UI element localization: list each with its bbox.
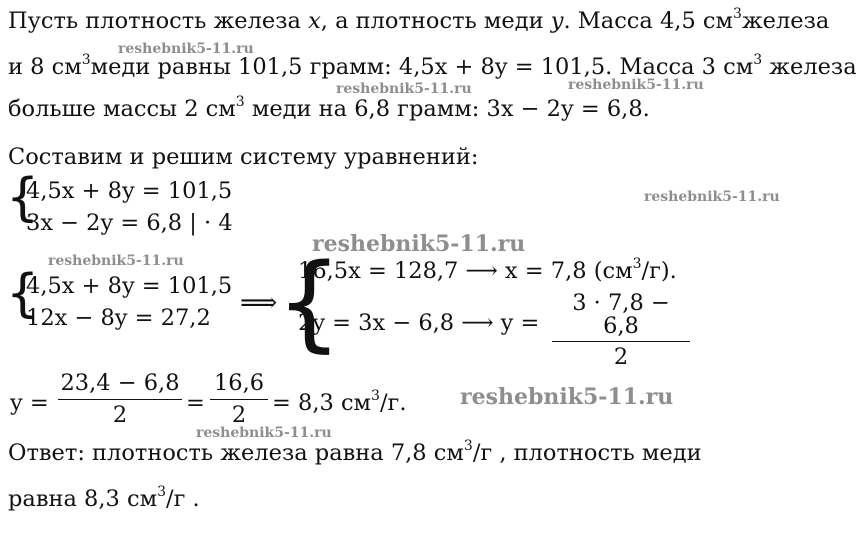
superscript: 3: [235, 94, 245, 110]
system3-equation-2: 2y = 3x − 6,8 ⟶ y =: [298, 310, 540, 336]
text-line-2: [8, 52, 857, 80]
text-segment: меди на 6,8 грамм: 3x − 2y = 6,8.: [244, 96, 650, 122]
text-segment: , а плотность меди: [320, 8, 551, 34]
system1-equation-2: 3x − 2y = 6,8 | · 4: [26, 210, 233, 236]
left-brace: {: [6, 264, 40, 324]
text-segment: железа: [741, 8, 830, 34]
text-segment: меди равны 101,5 грамм: 4,5x + 8y = 101,5. Масса 3 см: [90, 54, 754, 80]
fraction-denominator: 2: [112, 401, 128, 428]
text-segment: больше массы 2 см: [8, 96, 236, 122]
text-segment: = 8,3 см: [272, 390, 372, 416]
text-segment: и 8 см: [8, 54, 82, 80]
text-segment: Ответ: плотность железа равна 7,8 см: [8, 440, 464, 466]
text-line-3: [8, 94, 650, 122]
text-segment: /г.: [379, 390, 407, 416]
y-label: y =: [10, 390, 49, 416]
fraction-numerator: 16,6: [213, 370, 265, 396]
text-segment: равна 8,3 см: [8, 486, 158, 512]
system3-equation-1: [298, 256, 677, 284]
watermark: reshebnik5-11.ru: [118, 41, 254, 57]
system2-equation-2: 12x − 8y = 27,2: [26, 305, 211, 331]
superscript: 3: [632, 256, 642, 272]
fraction-bar: [210, 399, 268, 400]
superscript: 3: [753, 52, 763, 68]
watermark: reshebnik5-11.ru: [336, 81, 472, 97]
fraction-numerator: 3 · 7,8 − 6,8: [572, 290, 670, 339]
fraction: [58, 372, 182, 426]
superscript: 3: [463, 438, 473, 454]
left-brace: {: [6, 168, 40, 228]
fraction: [552, 292, 690, 369]
superscript: 3: [157, 484, 167, 500]
var-y: y: [550, 8, 564, 34]
text-segment: 16,5x = 128,7 ⟶ x = 7,8 (см: [298, 258, 633, 284]
text-segment: /г).: [641, 258, 677, 284]
fraction-bar: [552, 341, 690, 342]
y-result: [272, 388, 407, 416]
watermark: reshebnik5-11.ru: [460, 384, 674, 410]
answer-line-2: [8, 484, 200, 512]
fraction: [210, 372, 268, 426]
text-segment: . Масса 4,5 см: [563, 8, 734, 34]
text-segment: /г .: [166, 486, 200, 512]
fraction-numerator: 23,4 − 6,8: [60, 370, 180, 396]
fraction-denominator: 2: [231, 401, 247, 428]
watermark: reshebnik5-11.ru: [312, 231, 526, 257]
superscript: 3: [81, 52, 91, 68]
system2-equation-1: 4,5x + 8y = 101,5: [26, 273, 233, 299]
left-brace: {: [276, 241, 343, 363]
text-line-4: Составим и решим систему уравнений:: [8, 144, 479, 170]
implies-arrow: ⟹: [240, 288, 278, 318]
text-line-1: [8, 6, 830, 34]
superscript: 3: [371, 388, 380, 404]
equals-sign: =: [186, 390, 205, 416]
fraction-bar: [58, 399, 182, 400]
var-x: x: [308, 8, 321, 34]
text-segment: железа: [762, 54, 857, 80]
answer-line-1: [8, 438, 702, 466]
fraction-denominator: 2: [613, 344, 629, 370]
watermark: reshebnik5-11.ru: [196, 425, 332, 441]
text-segment: Пусть плотность железа: [8, 8, 309, 34]
watermark: reshebnik5-11.ru: [48, 253, 184, 269]
watermark: reshebnik5-11.ru: [568, 77, 704, 93]
watermark: reshebnik5-11.ru: [644, 189, 780, 205]
text-segment: /г , плотность меди: [472, 440, 702, 466]
system1-equation-1: 4,5x + 8y = 101,5: [26, 178, 233, 204]
superscript: 3: [733, 6, 742, 22]
